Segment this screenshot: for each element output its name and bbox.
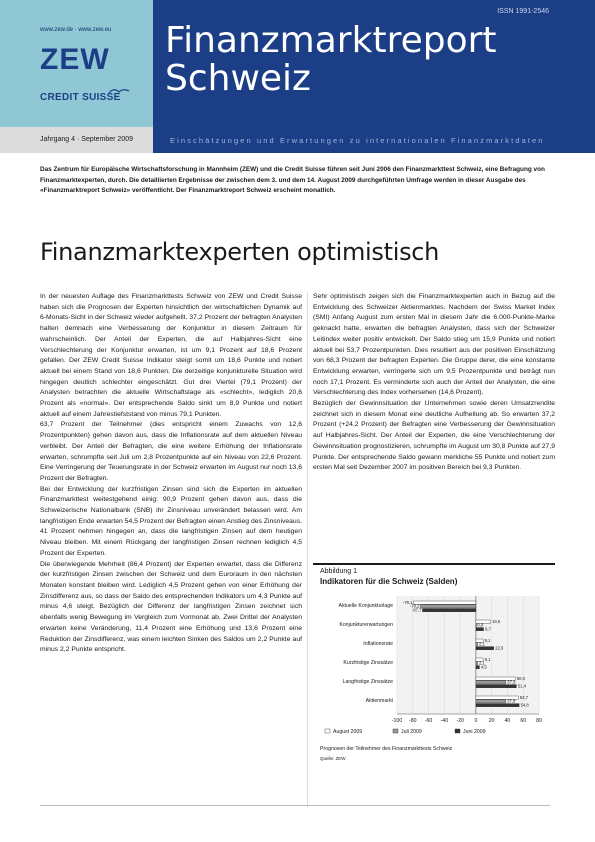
tick-label: -60 bbox=[424, 718, 433, 724]
masthead-title-line2: Schweiz bbox=[165, 58, 311, 99]
data-label: 22,6 bbox=[495, 645, 504, 651]
data-label: 50,0 bbox=[516, 675, 525, 681]
data-label: 37,9 bbox=[507, 679, 516, 685]
legend-swatch bbox=[393, 729, 398, 733]
figure-source: Quelle: ZEW bbox=[320, 756, 346, 761]
tick-label: -40 bbox=[440, 718, 449, 724]
tick-label: 60 bbox=[520, 718, 527, 724]
bar bbox=[422, 609, 475, 612]
issue-info: Jahrgang 4 · September 2009 bbox=[40, 136, 134, 143]
paragraph: 63,7 Prozent der Teilnehmer (dies entspricht einem Zuwachs von 12,6 Prozentpunkten) gehen davon aus, dass die Inflationsrate auf dem aktuellen Niveau verbleibt. Der Anteil der Befragten, die eine weitere Erhöhung der Inflationsrate erwarten, schrumpfte seit Juli um 2,8 Prozentpunkte auf ein Niveau von 22,6 Prozent. Eine Verringerung der Teuerungsrate in der Schweiz erwarten im August nur noch 13,6 Prozent der Befragten. bbox=[40, 421, 302, 482]
column-divider bbox=[307, 292, 308, 807]
issn: ISSN 1991-2546 bbox=[497, 8, 549, 15]
data-label: 9,1 bbox=[484, 637, 491, 643]
figure-caption: Prognosen der Teilnehmer des Finanzmarkttests Schweiz bbox=[320, 746, 453, 752]
tick-label: -20 bbox=[456, 718, 464, 724]
paragraph: Die überwiegende Mehrheit (86,4 Prozent) der Experten erwartet, dass die Differenz der kurzfristigen Zinsen zwischen der Schweiz und dem Euroraum in den nächsten Monaten konstant bleiben wird. Lediglich 4,5 Prozent gehen von einer Erhöhung der Zinsdifferenz aus, so dass der Saldo des entsprechenden Indikators um 4,3 Punkte auf minus 4,6 steigt. Bezüglich der Differenz der langfristigen Zinsen zeichnet sich ebenfalls wenig Bewegung im Vergleich zum Vormonat ab. Zwei Drittel der Analysten erwarten keine Veränderung, 11,4 Prozent eine Erhöhung und 13,6 Prozent eine Reduktion der Zinsdifferenz, was einem leichten Sinken des Saldos um 2,2 Punkte auf minus 2,2 Punkte entspricht. bbox=[40, 560, 302, 654]
data-label: 2,1 bbox=[479, 641, 485, 647]
bar bbox=[476, 681, 506, 684]
figure-top-rule bbox=[313, 563, 555, 565]
tick-label: 20 bbox=[488, 718, 495, 724]
data-label: 51,4 bbox=[517, 683, 527, 689]
data-label: -70,2 bbox=[409, 603, 420, 609]
intro-paragraph: Das Zentrum für Europäische Wirtschaftsforschung in Mannheim (ZEW) und die Credit Suisse führen seit Juni 2006 den Finanzmarkttest Schweiz, eine Befragung von Finanzmarktexperten, durch. Die detaillierten Ergebnisse der zwischen dem 3. und dem 14. August 2009 durchgeführten Umfrage werden in dieser Ausgabe des «Finanzmarktreport Schweiz» veröffentlicht. Der Finanzmarktreport Schweiz erscheint monatlich. bbox=[40, 166, 545, 195]
credit-suisse-logo: CREDIT SUISSE bbox=[40, 92, 121, 103]
legend-label: August 2009 bbox=[333, 729, 363, 735]
bar bbox=[476, 628, 484, 631]
bar bbox=[476, 643, 478, 646]
paragraph: In der neuesten Auflage des Finanzmarkttests Schweiz von ZEW und Credit Suisse haben sich die Prognosen der Experten hinsichtlich der wirtschaftlichen Dynamik auf 6-Monats-Sicht in der Schweiz wieder aufgehellt. 37,2 Prozent der befragten Analysten halten demnach eine Verbesserung der Konjunktur in diesem Zeitraum für wahrscheinlich. Der Anteil der Experten, die auf Halbjahres-Sicht eine Verschlechterung der Konjunktur erwarten, ist um 9,1 Prozent auf 18,6 Prozent gefallen. Der ZEW Credit Suisse Indikator steigt somit um 18,6 Punkte und notiert aktuell bei einem Stand von 18,6 Punkten. Die derzeitige konjunkturelle Situation wird hingegen deutlich schlechter eingeschätzt. Gut drei Viertel (79,1 Prozent) der Analysten betrachten die aktuelle Wirtschaftslage als «schlecht», lediglich 20,6 Prozent als «normal». Der entsprechende Saldo sinkt um 8,9 Punkte und notiert aktuell auf einem Jahrestiefststand von minus 79,1 Punkten. bbox=[40, 293, 302, 418]
category-label: Kurzfristige Zinssätze bbox=[343, 660, 393, 666]
text-column-right bbox=[313, 292, 555, 474]
data-label: 0,0 bbox=[477, 622, 484, 628]
tick-label: -100 bbox=[391, 718, 403, 724]
category-label: Konjunkturerwartungen bbox=[339, 622, 393, 628]
tick-label: 40 bbox=[504, 718, 511, 724]
category-label: Langfristige Zinssätze bbox=[342, 679, 393, 685]
tick-label: -80 bbox=[409, 718, 417, 724]
bar bbox=[476, 685, 517, 688]
data-label: 9,7 bbox=[485, 626, 491, 632]
tick-label: 80 bbox=[536, 718, 542, 724]
category-label: Aktuelle Konjunkturlage bbox=[338, 603, 393, 609]
indicator-bar-chart bbox=[313, 592, 555, 744]
masthead-subtitle: Einschätzungen und Erwartungen zu internationalen Finanzmarktdaten bbox=[170, 136, 545, 145]
data-label: 18,6 bbox=[492, 618, 501, 624]
article-headline: Finanzmarktexperten optimistisch bbox=[40, 238, 440, 266]
category-label: Aktienmarkt bbox=[365, 698, 393, 704]
bar bbox=[476, 647, 494, 650]
legend-label: Juni 2009 bbox=[463, 729, 486, 735]
data-label: 37,8 bbox=[507, 698, 516, 704]
legend-swatch bbox=[325, 729, 330, 733]
figure-label: Abbildung 1 bbox=[320, 568, 357, 575]
data-label: 4,5 bbox=[480, 664, 487, 670]
bar bbox=[476, 666, 480, 669]
bar bbox=[421, 605, 476, 608]
bar bbox=[476, 704, 519, 707]
tick-label: 0 bbox=[474, 718, 478, 724]
category-label: Inflationsrate bbox=[363, 641, 393, 647]
data-label: 9,1 bbox=[484, 656, 491, 662]
paragraph: Sehr optimistisch zeigen sich die Finanzmarktexperten auch in Bezug auf die Entwicklung des Schweizer Aktienmarktes. Nachdem der Swiss Market Index (SMI) Anfang August zum ersten Mal in diesem Jahr die 6.000-Punkte-Marke geknackt hatte, erwarten die befragten Analysten, dass sich der Schweizer Leitindex weiter positiv entwickelt. Der Saldo stieg um 15,9 Punkte und notiert aktuell bei 53,7 Prozentpunkten. Dies resultiert aus der positiven Einschätzung von 68,3 Prozent der befragten Experten. Die Gruppe derer, die eine konstante Entwicklung erwarten, verringerte sich um 9,5 Prozentpunkte und beträgt nun noch 17,1 Prozent. Es verminderte sich auch der Anteil der Analysten, die eine Verschlechterung des Index vorhersehen (14,6 Prozent). bbox=[313, 293, 555, 397]
data-label: -79,1 bbox=[402, 599, 413, 605]
figure-title: Indikatoren für die Schweiz (Salden) bbox=[320, 577, 458, 586]
data-label: 2,1 bbox=[479, 660, 485, 666]
zew-logo: ZEW bbox=[40, 43, 110, 76]
bar bbox=[476, 700, 506, 703]
website-urls[interactable]: www.zew.de · www.zew.eu bbox=[40, 27, 112, 33]
paragraph: Bezüglich der Gewinnsituation der Unternehmen sowie deren Umsatzrendite zeichnet sich in diesem Monat eine deutliche Aufhellung ab. So erwarten 37,2 Prozent (+24,2 Prozent) der Befragten eine Verbesserung der Gewinnsituation auf Halbjahres-Sicht. Der Anteil der Experten, die eine Verschlechterung der Gewinnsituation prognostizieren, schrumpfte im August um 30,8 Punkte auf 27,9 Punkte. Der entsprechende Saldo gewann merkliche 55 Punkte und notiert zum ersten Mal seit Dezember 2007 im positiven Bereich bei 9,3 Punkten. bbox=[313, 400, 555, 472]
masthead-title-line1: Finanzmarktreport bbox=[165, 20, 497, 61]
bottom-rule bbox=[40, 805, 550, 806]
data-label: -67,7 bbox=[411, 607, 422, 613]
legend-label: Juli 2009 bbox=[401, 729, 422, 735]
legend-swatch bbox=[455, 729, 460, 733]
data-label: 54,8 bbox=[520, 702, 529, 708]
masthead-title bbox=[165, 22, 497, 98]
paragraph: Bei der Entwicklung der kurzfristigen Zinsen sind sich die Experten im aktuellen Finanzmarkttest weitestgehend einig: 90,9 Prozent gehen davon aus, dass die Schweizerische Nationalbank (SNB) ihr Zinsniveau unverändert belassen wird. Am langfristigen Ende erwarten 54,5 Prozent der Befragten einen Anstieg des Zinsniveaus. 41 Prozent nehmen hingegen an, dass die langfristigen Zinsen auf dem heutigen Niveau bleiben. Mit einem Rückgang der langfristigen Zinsen rechnen lediglich 4,5 Prozent der Experten. bbox=[40, 485, 302, 557]
bar bbox=[476, 662, 478, 665]
data-label: 53,7 bbox=[519, 694, 528, 700]
text-column-left bbox=[40, 292, 302, 656]
bar bbox=[413, 601, 475, 604]
